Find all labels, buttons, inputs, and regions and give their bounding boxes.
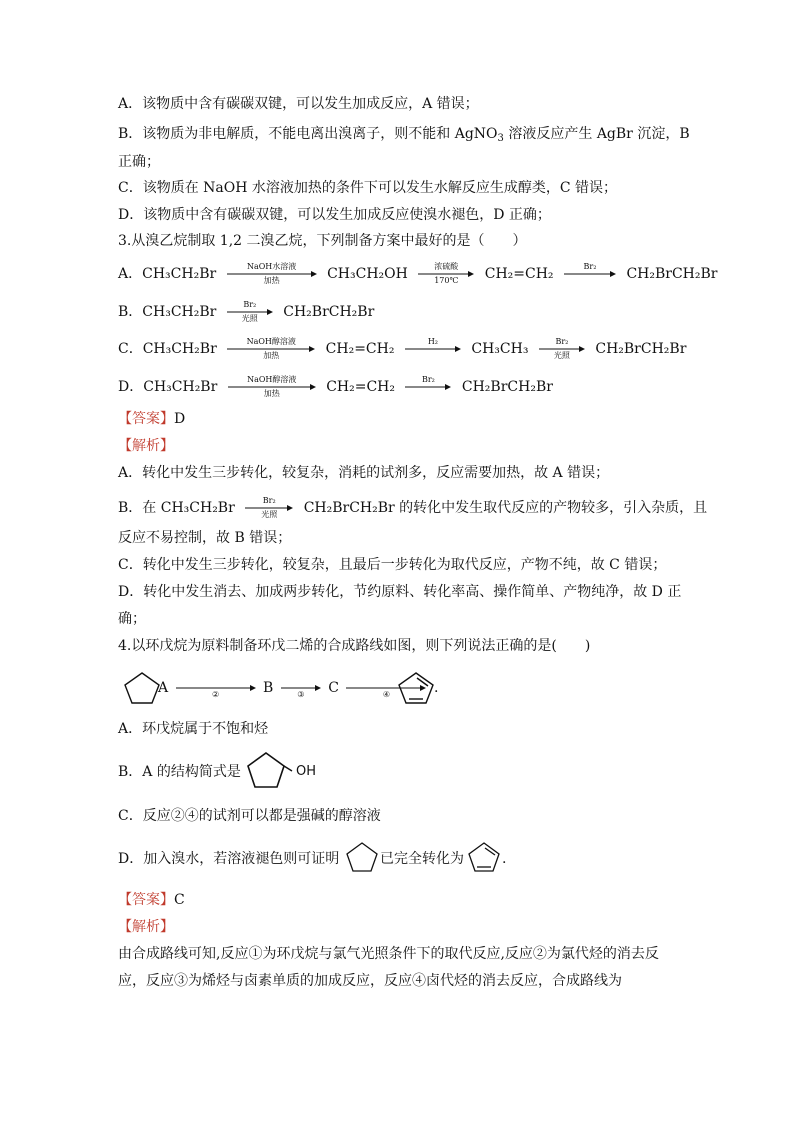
q3-option-d: D．CH₃CH₂Br NaOH醇溶液 加热 CH₂=CH₂ Br₂ CH₂BrCH₂Br	[118, 375, 553, 398]
prev-option-a: A．该物质中含有碳碳双键，可以发生加成反应，A 错误；	[118, 96, 479, 112]
q3-stem: 3.从溴乙烷制取 1,2 二溴乙烷，下列制备方案中最好的是（ ）	[118, 233, 527, 249]
route-arrow-2: ②	[176, 678, 256, 698]
q3-analysis-b-cont: 反应不易控制，故 B 错误；	[118, 530, 292, 546]
q4-option-d: D．加入溴水，若溶液褪色则可证明	[118, 851, 340, 867]
reaction-arrow: NaOH水溶液 加热	[227, 264, 317, 284]
cyclopentadiene-structure	[396, 670, 439, 706]
cyclopentane-structure	[122, 670, 162, 706]
q4-option-a: A．环戊烷属于不饱和烃	[118, 721, 269, 737]
cyclopentadiene-structure-small	[466, 840, 502, 874]
route-arrow-4: ④	[346, 678, 426, 698]
q3-analysis-a: A．转化中发生三步转化，较复杂，消耗的试剂多，反应需要加热，故 A 错误；	[118, 465, 610, 481]
q4-analysis-line-1: 由合成路线可知,反应①为环戊烷与氯气光照条件下的取代反应,反应②为氯代烃的消去反	[118, 946, 659, 962]
reaction-arrow: Br₂ 光照	[539, 339, 585, 359]
reaction-arrow: Br₂ 光照	[227, 302, 273, 322]
route-arrow-3: ③	[281, 678, 321, 698]
q3-analysis-d-cont: 确；	[118, 611, 146, 627]
q3-analysis-c: C．转化中发生三步转化，较复杂，且最后一步转化为取代反应，产物不纯，故 C 错误；	[118, 557, 667, 573]
q3-answer: 【答案】D	[118, 411, 186, 427]
q4-option-b: B．A 的结构简式是	[118, 764, 241, 780]
reaction-arrow: Br₂ 光照	[245, 498, 293, 518]
q4-option-c: C．反应②④的试剂可以都是强碱的醇溶液	[118, 808, 381, 824]
route-label-b: B	[263, 680, 274, 696]
q4-analysis-line-2: 应，反应③为烯烃与卤素单质的加成反应，反应④卤代烃的消去反应，合成路线为	[118, 973, 622, 989]
route-label-c: C	[328, 680, 339, 696]
route-label-a: A	[158, 680, 169, 696]
q3-option-b: B．CH₃CH₂Br Br₂ 光照 CH₂BrCH₂Br	[118, 300, 375, 323]
q4-stem: 4.以环戊烷为原料制备环戊二烯的合成路线如图，则下列说法正确的是( )	[118, 638, 591, 654]
q3-option-c: C．CH₃CH₂Br NaOH醇溶液 加热 CH₂=CH₂ H₂ CH₃CH₃ Br₂ 光照 CH₂BrCH₂Br	[118, 337, 687, 360]
q3-option-a: A．CH₃CH₂Br NaOH水溶液 加热 CH₃CH₂OH 浓硫酸 170℃ CH₂=CH₂ Br₂ CH₂BrCH₂Br	[118, 262, 718, 285]
reaction-arrow: NaOH醇溶液 加热	[228, 377, 316, 397]
prev-option-c: C．该物质在 NaOH 水溶液加热的条件下可以发生水解反应生成醇类，C 错误；	[118, 180, 618, 196]
q4-analysis-tag: 【解析】	[118, 919, 174, 935]
q3-analysis-d: D．转化中发生消去、加成两步转化，节约原料、转化率高、操作简单、产物纯净，故 D 正	[118, 584, 682, 600]
cyclopentanol-structure	[244, 750, 300, 792]
prev-option-b-cont: 正确；	[118, 154, 160, 170]
q4-option-d-end: .	[502, 851, 507, 867]
synthesis-route	[158, 678, 429, 698]
prev-option-d: D．该物质中含有碳碳双键，可以发生加成反应使溴水褪色，D 正确；	[118, 207, 551, 223]
route-end-period: .	[434, 680, 439, 696]
reaction-arrow: 浓硫酸 170℃	[418, 264, 474, 284]
hydroxyl-label: OH	[296, 764, 317, 779]
q3-analysis-b: B．在 CH₃CH₂Br Br₂ 光照 CH₂BrCH₂Br 的转化中发生取代反应的产物较多，引入杂质，且	[118, 496, 708, 519]
q3-analysis-tag: 【解析】	[118, 438, 174, 454]
q4-option-d-mid: 已完全转化为	[380, 851, 464, 867]
prev-option-b: B．该物质为非电解质，不能电离出溴离子，则不能和 AgNO$_3$ 溶液反应产生 AgBr 沉淀，B	[118, 126, 690, 144]
reaction-arrow: Br₂	[564, 264, 616, 284]
cyclopentene-structure	[344, 840, 380, 874]
reaction-arrow: H₂	[405, 339, 461, 359]
reaction-arrow: NaOH醇溶液 加热	[227, 339, 315, 359]
q4-answer: 【答案】C	[118, 892, 185, 908]
reaction-arrow: Br₂	[405, 377, 451, 397]
